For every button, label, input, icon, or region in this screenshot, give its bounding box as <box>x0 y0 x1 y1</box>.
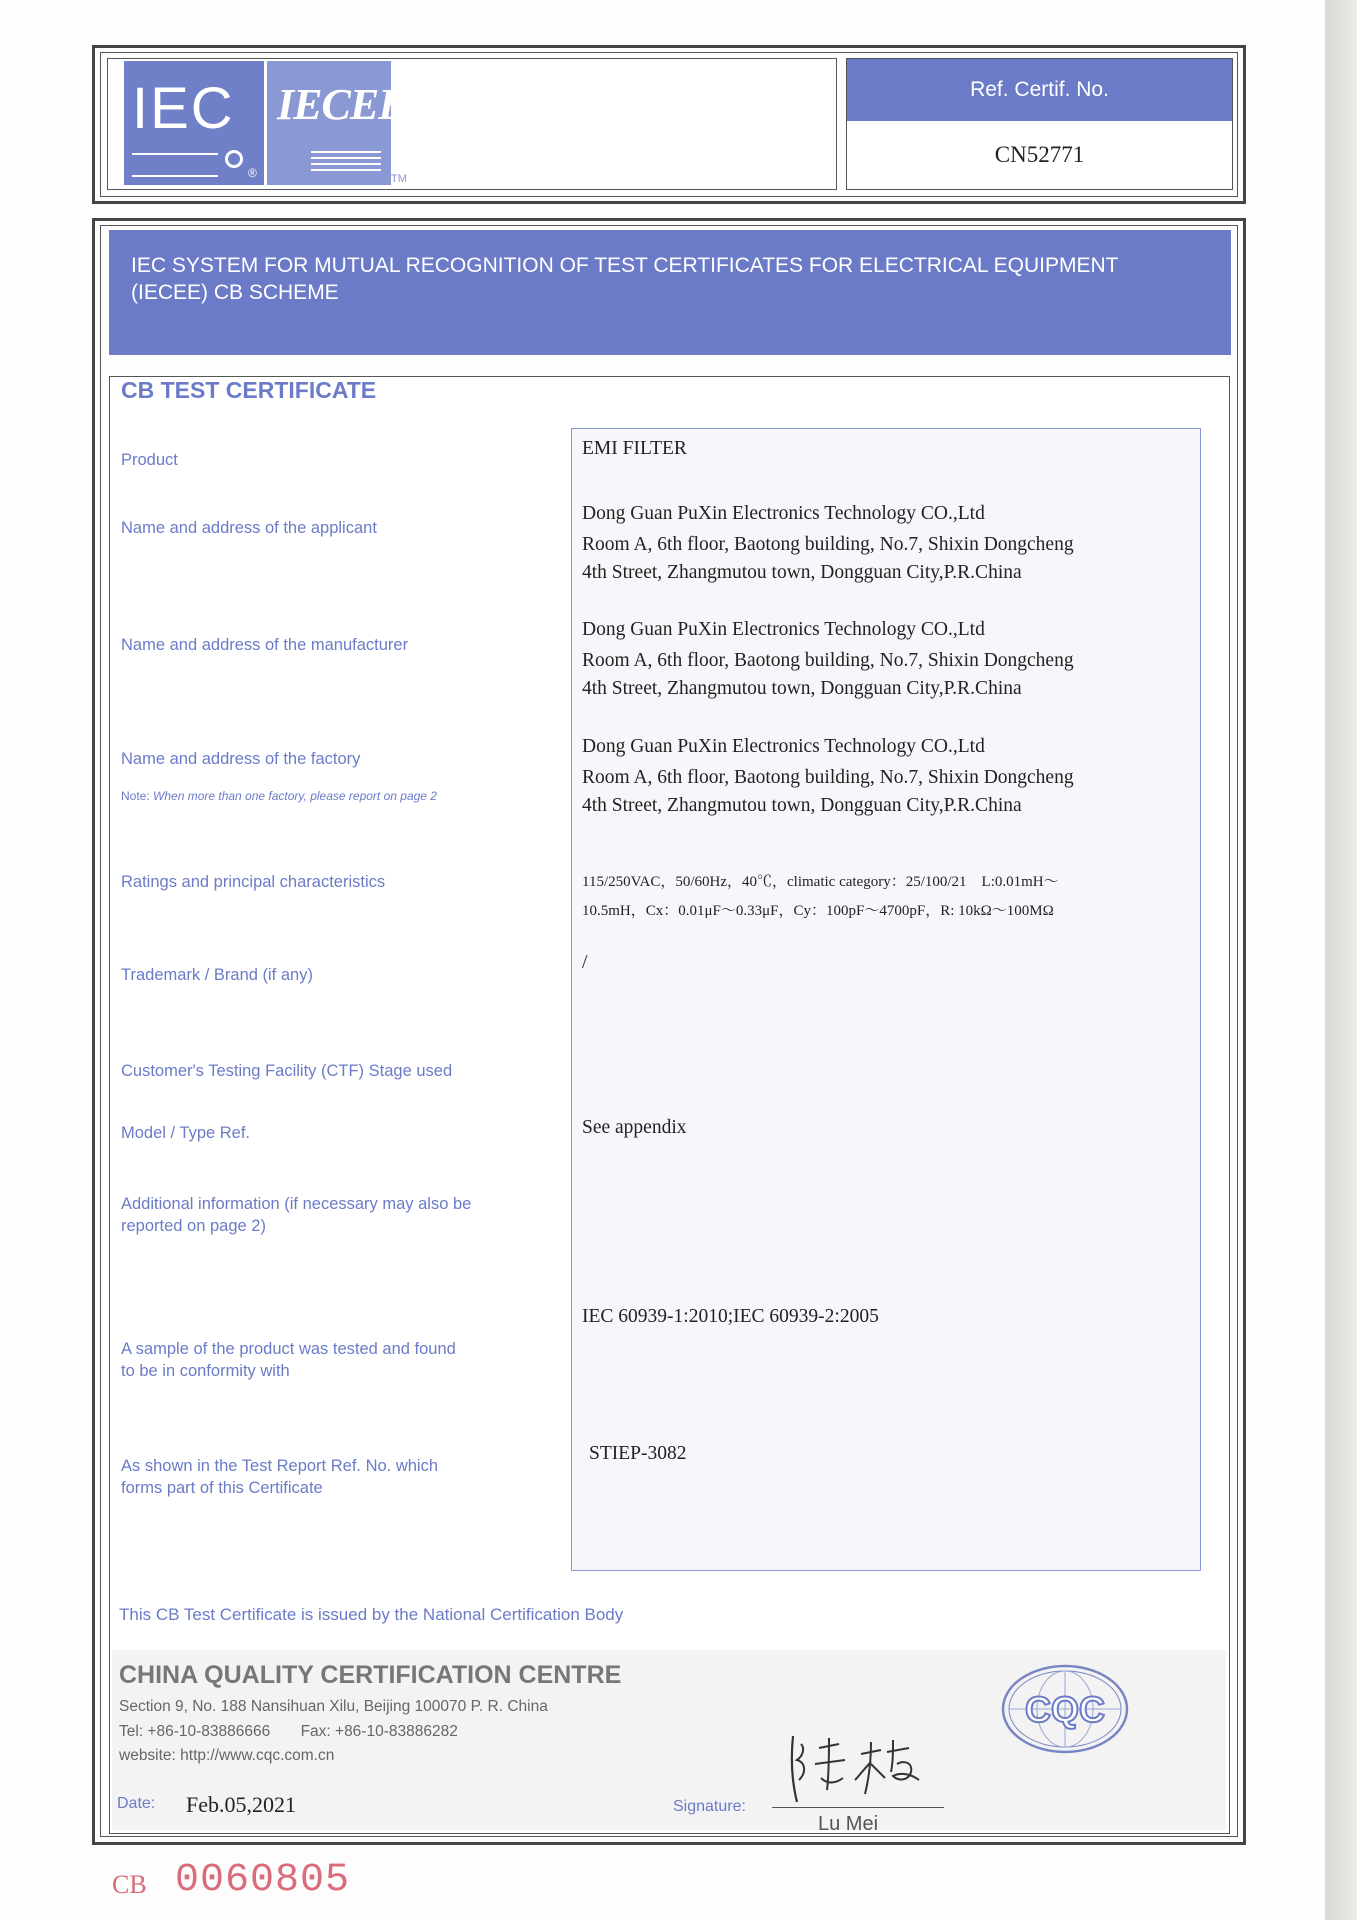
ref-certificate-number: CN52771 <box>994 142 1085 167</box>
product-value: EMI FILTER <box>582 438 687 459</box>
handwritten-signature <box>775 1722 945 1808</box>
model-value: See appendix <box>582 1117 687 1138</box>
conformity-label-line2: to be in conformity with <box>121 1362 290 1380</box>
issuer-fax: Fax: +86-10-83886282 <box>300 1723 458 1740</box>
manufacturer-value <box>582 616 1074 703</box>
applicant-label: Name and address of the applicant <box>121 519 377 537</box>
applicant-name: Dong Guan PuXin Electronics Technology CO.,Ltd <box>582 503 985 524</box>
signatory-name: Lu Mei <box>818 1813 879 1835</box>
issuer-tel: Tel: +86-10-83886666 <box>119 1723 271 1740</box>
factory-note <box>121 789 437 803</box>
applicant-address-line1: Room A, 6th floor, Baotong building, No.7, Shixin Dongcheng <box>582 534 1074 555</box>
date-value: Feb.05,2021 <box>186 1792 296 1817</box>
test-report-label <box>121 1455 438 1499</box>
ref-certificate-label: Ref. Certif. No. <box>847 59 1232 121</box>
registered-mark: ® <box>248 166 257 180</box>
serial-number: 0060805 <box>175 1858 351 1903</box>
signature-line <box>772 1807 944 1808</box>
test-report-label-line2: forms part of this Certificate <box>121 1479 323 1497</box>
manufacturer-address-line1: Room A, 6th floor, Baotong building, No.7, Shixin Dongcheng <box>582 650 1074 671</box>
issuer-address: Section 9, No. 188 Nansihuan Xilu, Beijing 100070 P. R. China <box>119 1698 548 1715</box>
applicant-address-line2: 4th Street, Zhangmutou town, Dongguan City,P.R.China <box>582 562 1022 583</box>
test-report-value: STIEP-3082 <box>589 1443 687 1464</box>
scheme-banner <box>109 230 1231 355</box>
additional-info-label-line2: reported on page 2) <box>121 1217 266 1235</box>
trademark-value: / <box>582 952 588 973</box>
date-label: Date: <box>117 1795 156 1812</box>
additional-info-label-line1: Additional information (if necessary may also be <box>121 1195 472 1213</box>
factory-value <box>582 733 1074 820</box>
ref-certificate-box <box>846 58 1233 190</box>
model-label: Model / Type Ref. <box>121 1124 251 1142</box>
issuer-name: CHINA QUALITY CERTIFICATION CENTRE <box>119 1661 622 1689</box>
cqc-seal <box>1000 1663 1130 1755</box>
test-report-label-line1: As shown in the Test Report Ref. No. which <box>121 1457 439 1475</box>
ctf-label: Customer's Testing Facility (CTF) Stage used <box>121 1062 453 1080</box>
factory-address-line1: Room A, 6th floor, Baotong building, No.7, Shixin Dongcheng <box>582 767 1074 788</box>
manufacturer-address-line2: 4th Street, Zhangmutou town, Dongguan City,P.R.China <box>582 678 1022 699</box>
certificate-title: CB TEST CERTIFICATE <box>121 377 377 403</box>
factory-note-prefix: Note: <box>121 789 154 803</box>
conformity-label-line1: A sample of the product was tested and found <box>121 1340 456 1358</box>
ratings-line2: 10.5mH，Cx：0.01μF～0.33μF，Cy：100pF～4700pF，R: 10kΩ～100MΩ <box>582 903 1054 919</box>
serial-prefix: CB <box>112 1870 147 1899</box>
iecee-logo <box>267 61 407 185</box>
ratings-value <box>582 868 1059 926</box>
scan-edge <box>1325 0 1357 1920</box>
factory-name: Dong Guan PuXin Electronics Technology CO.,Ltd <box>582 736 985 757</box>
iec-logo-stripes <box>132 153 218 177</box>
handwritten-signature-graphic <box>775 1722 945 1808</box>
factory-address-line2: 4th Street, Zhangmutou town, Dongguan City,P.R.China <box>582 795 1022 816</box>
ratings-label: Ratings and principal characteristics <box>121 873 386 891</box>
product-label: Product <box>121 451 178 469</box>
factory-label: Name and address of the factory <box>121 750 361 768</box>
iecee-logo-text: IECEE <box>277 80 407 129</box>
signature-label: Signature: <box>673 1798 746 1815</box>
scheme-banner-line1: IEC SYSTEM FOR MUTUAL RECOGNITION OF TEST CERTIFICATES FOR ELECTRICAL EQUIPMENT <box>131 254 1119 277</box>
scheme-banner-line2: (IECEE) CB SCHEME <box>131 281 339 304</box>
iec-logo-dot <box>225 150 243 168</box>
issuer-contacts <box>119 1723 458 1741</box>
iecee-logo-stripes <box>311 151 381 173</box>
additional-info-label <box>121 1193 471 1237</box>
ratings-line1: 115/250VAC，50/60Hz，40℃，climatic category：25/100/21 L:0.01mH～ <box>582 874 1059 890</box>
factory-note-text: When more than one factory, please report on page 2 <box>153 789 437 803</box>
iec-logo-text: IEC <box>132 76 235 141</box>
trademark-label: Trademark / Brand (if any) <box>121 966 313 984</box>
conformity-standards-value: IEC 60939-1:2010;IEC 60939-2:2005 <box>582 1306 879 1327</box>
issued-by-text: This CB Test Certificate is issued by the National Certification Body <box>119 1605 624 1624</box>
applicant-value <box>582 500 1074 587</box>
issuer-website: website: http://www.cqc.com.cn <box>119 1747 335 1764</box>
values-box <box>571 428 1201 1571</box>
manufacturer-label: Name and address of the manufacturer <box>121 636 409 654</box>
conformity-label <box>121 1338 456 1382</box>
iec-logo <box>124 61 264 185</box>
manufacturer-name: Dong Guan PuXin Electronics Technology CO.,Ltd <box>582 619 985 640</box>
trademark-mark: TM <box>391 173 407 185</box>
cqc-seal-text: CQC <box>1025 1689 1105 1730</box>
